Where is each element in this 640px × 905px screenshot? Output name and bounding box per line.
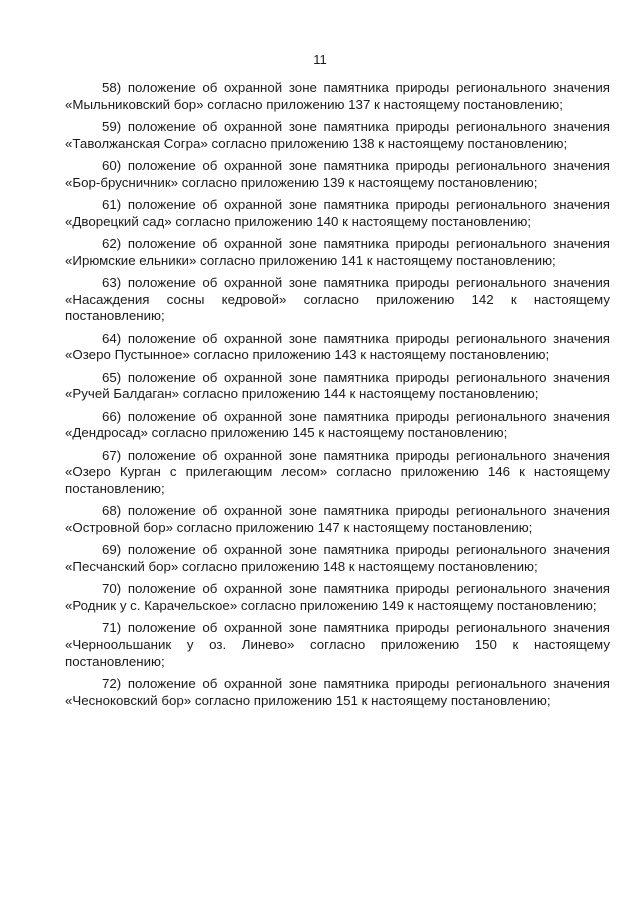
list-item: 66) положение об охранной зоне памятника природы регионального значения «Дендросад» согласно приложению 145 к настоящему постановлению; [65, 408, 610, 441]
list-item: 59) положение об охранной зоне памятника природы регионального значения «Таволжанская Согра» согласно приложению 138 к настоящему постановлению; [65, 119, 610, 151]
list-item: 69) положение об охранной зоне памятника природы регионального значения «Песчанский бор» согласно приложению 148 к настоящему постановлению; [65, 542, 610, 575]
list-item: 61) положение об охранной зоне памятника природы регионального значения «Дворецкий сад» согласно приложению 140 к настоящему постановлению; [65, 197, 610, 229]
document-body [65, 80, 610, 715]
list-item: 70) положение об охранной зоне памятника природы регионального значения «Родник у с. Карачельское» согласно приложению 149 к настоящему постановлению; [65, 581, 610, 614]
list-item: 58) положение об охранной зоне памятника природы регионального значения «Мыльниковский бор» согласно приложению 137 к настоящему постановлению; [65, 80, 610, 112]
list-item: 64) положение об охранной зоне памятника природы регионального значения «Озеро Пустынное» согласно приложению 143 к настоящему постановлению; [65, 330, 610, 363]
list-item: 71) положение об охранной зоне памятника природы регионального значения «Черноольшаник у оз. Линево» согласно приложению 150 к настоящему постановлению; [65, 620, 610, 669]
list-item: 68) положение об охранной зоне памятника природы регионального значения «Островной бор» согласно приложению 147 к настоящему постановлению; [65, 503, 610, 536]
page-number: 11 [313, 52, 327, 67]
list-item: 72) положение об охранной зоне памятника природы регионального значения «Чесноковский бор» согласно приложению 151 к настоящему постановлению; [65, 676, 610, 708]
list-item: 63) положение об охранной зоне памятника природы регионального значения «Насаждения сосны кедровой» согласно приложению 142 к настоящему постановлению; [65, 275, 610, 324]
list-item: 67) положение об охранной зоне памятника природы регионального значения «Озеро Курган с прилегающим лесом» согласно приложению 146 к настоящему постановлению; [65, 447, 610, 497]
list-item: 65) положение об охранной зоне памятника природы регионального значения «Ручей Балдаган» согласно приложению 144 к настоящему постановлению; [65, 369, 610, 402]
list-item: 60) положение об охранной зоне памятника природы регионального значения «Бор-брусничник» согласно приложению 139 к настоящему постановлению; [65, 158, 610, 190]
list-item: 62) положение об охранной зоне памятника природы регионального значения «Ирюмские ельники» согласно приложению 141 к настоящему постановлению; [65, 236, 610, 268]
